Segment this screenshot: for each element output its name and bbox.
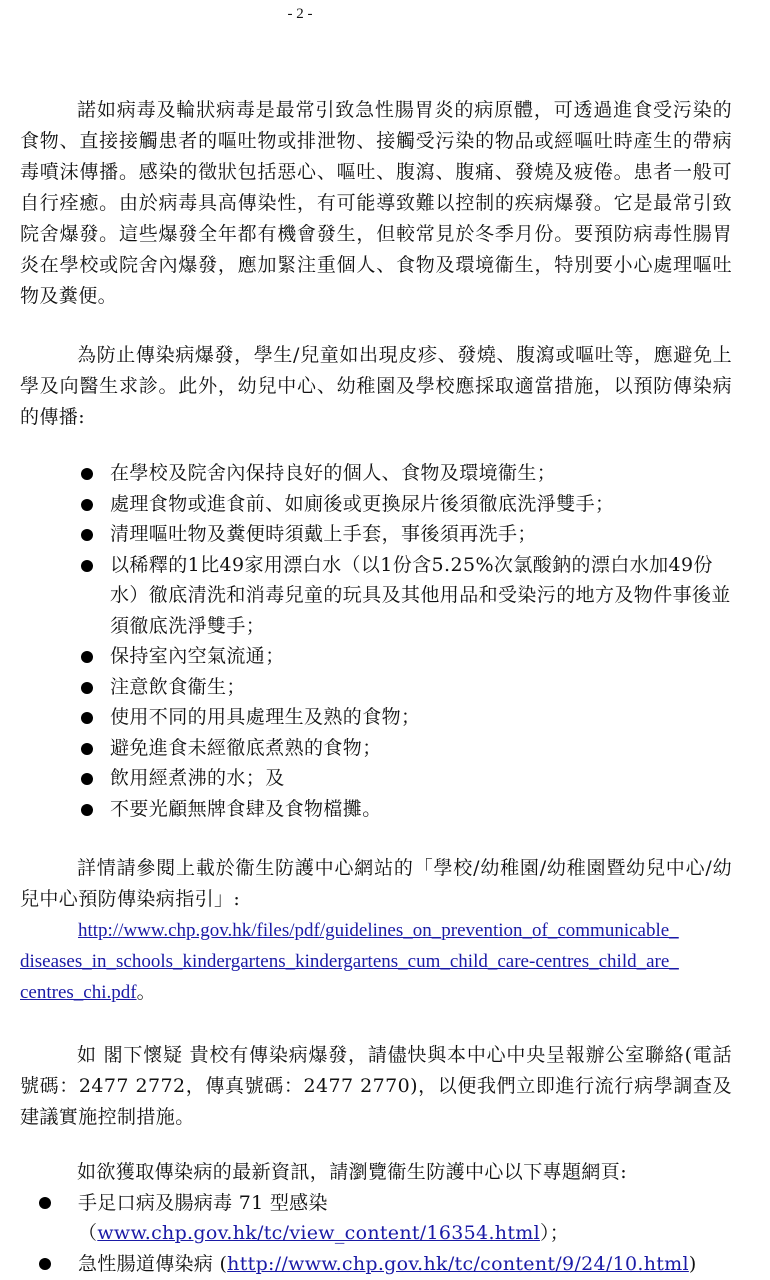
list-item-text: 以稀釋的1比49家用漂白水（以1份含5.25%次氯酸鈉的漂白水加49份水）徹底清洗和消毒兒童的玩具及其他用品和受染污的地方及物件事後並須徹底洗淨雙手；	[110, 553, 731, 637]
paragraph-prevention-intro: 為防止傳染病爆發，學生/兒童如出現皮疹、發燒、腹瀉或嘔吐等，應避免上學及向醫生求診。此外，幼兒中心、幼稚園及學校應採取適當措施，以預防傳染病的傳播:	[20, 344, 732, 428]
guideline-url-line-3	[20, 977, 732, 1008]
bullet-icon	[81, 743, 93, 755]
list-item-text: 避免進食未經徹底煮熟的食物；	[110, 736, 382, 759]
topic-item-hfmd-link-line	[78, 1218, 770, 1248]
list-item	[80, 672, 732, 703]
topic-link-enteric[interactable]: http://www.chp.gov.hk/tc/content/9/24/10.html	[227, 1253, 689, 1275]
topic-label: 急性腸道傳染病 (	[78, 1253, 228, 1275]
topic-label: 手足口病及腸病毒 71 型感染	[78, 1192, 328, 1214]
topic-label-line	[78, 1249, 697, 1279]
paragraph-topic-intro: 如欲獲取傳染病的最新資訊，請瀏覽衞生防護中心以下專題網頁:	[77, 1161, 628, 1183]
list-item-text: 保持室內空氣流通；	[110, 645, 285, 667]
list-item	[80, 519, 732, 550]
topic-link-prefix: （	[78, 1222, 98, 1244]
list-item-text: 清理嘔吐物及糞便時須戴上手套，事後須再洗手；	[110, 523, 537, 545]
list-item-text: 注意飲食衞生；	[110, 675, 246, 698]
list-item-text: 飲用經煮沸的水；及	[110, 767, 285, 789]
guideline-link-part-1[interactable]: http://www.chp.gov.hk/files/pdf/guidelines_on_prevention_of_communicable_	[78, 920, 679, 941]
bullet-icon	[81, 682, 93, 694]
list-item-text: 使用不同的用具處理生及熟的食物；	[110, 706, 421, 728]
list-item	[80, 794, 732, 825]
list-item-text: 不要光顧無牌食肆及食物檔攤。	[110, 797, 382, 820]
topic-link-suffix: )	[688, 1253, 697, 1275]
paragraph-guideline-reference: 詳情請參閱上載於衞生防護中心網站的「學校/幼稚園/幼稚園暨幼兒中心/幼兒中心預防傳染病指引」:	[20, 857, 732, 910]
bullet-icon	[81, 804, 93, 816]
topic-link-hfmd[interactable]: www.chp.gov.hk/tc/view_content/16354.html	[97, 1222, 540, 1244]
list-item	[80, 763, 732, 794]
bullet-icon	[81, 499, 93, 511]
prevention-measures-list	[80, 458, 732, 824]
bullet-icon	[81, 712, 93, 724]
guideline-url-suffix: 。	[136, 982, 156, 1003]
bullet-icon	[81, 773, 93, 785]
guideline-url-line-2	[20, 946, 732, 977]
guideline-link-part-2[interactable]: diseases_in_schools_kindergartens_kindergartens_cum_child_care-centres_child_are_	[20, 951, 679, 972]
list-item	[80, 641, 732, 672]
bullet-icon	[81, 468, 93, 480]
list-item-text: 在學校及院舍內保持良好的個人、食物及環境衞生；	[110, 462, 557, 484]
list-item	[80, 702, 732, 733]
topic-link-suffix: ）；	[539, 1222, 570, 1244]
bullet-icon	[39, 1197, 51, 1209]
list-item-text: 處理食物或進食前、如廁後或更換尿片後須徹底洗淨雙手；	[110, 492, 615, 515]
paragraph-gastroenteritis-info: 諾如病毒及輪狀病毒是最常引致急性腸胃炎的病原體，可透過進食受污染的食物、直接接觸患者的嘔吐物或排泄物、接觸受污染的物品或經嘔吐時產生的帶病毒噴沫傳播。感染的徵狀包括惡心、嘔吐、腹瀉、腹痛、發燒及疲倦。患者一般可自行痊癒。由於病毒具高傳染性，有可能導致難以控制的疾病爆發。它是最常引致院舍爆發。這些爆發全年都有機會發生，但較常見於冬季月份。要預防病毒性腸胃炎在學校或院舍內爆發，應加緊注重個人、食物及環境衞生，特別要小心處理嘔吐物及糞便。	[20, 99, 732, 307]
bullet-icon	[81, 560, 93, 572]
guideline-link-part-3[interactable]: centres_chi.pdf	[20, 982, 137, 1003]
list-item	[80, 489, 732, 520]
guideline-url-line-1	[78, 915, 732, 946]
list-item	[80, 733, 732, 764]
bullet-icon	[81, 529, 93, 541]
page-number: - 2 -	[287, 6, 313, 22]
bullet-icon	[81, 651, 93, 663]
list-item	[80, 458, 732, 489]
bullet-icon	[39, 1258, 51, 1270]
paragraph-contact-info: 如 閣下懷疑 貴校有傳染病爆發，請儘快與本中心中央呈報辦公室聯絡(電話號碼：2477 2772，傳真號碼：2477 2770)，以便我們立即進行流行病學調查及建議實施控制措施。	[20, 1044, 732, 1128]
list-item	[80, 550, 732, 642]
